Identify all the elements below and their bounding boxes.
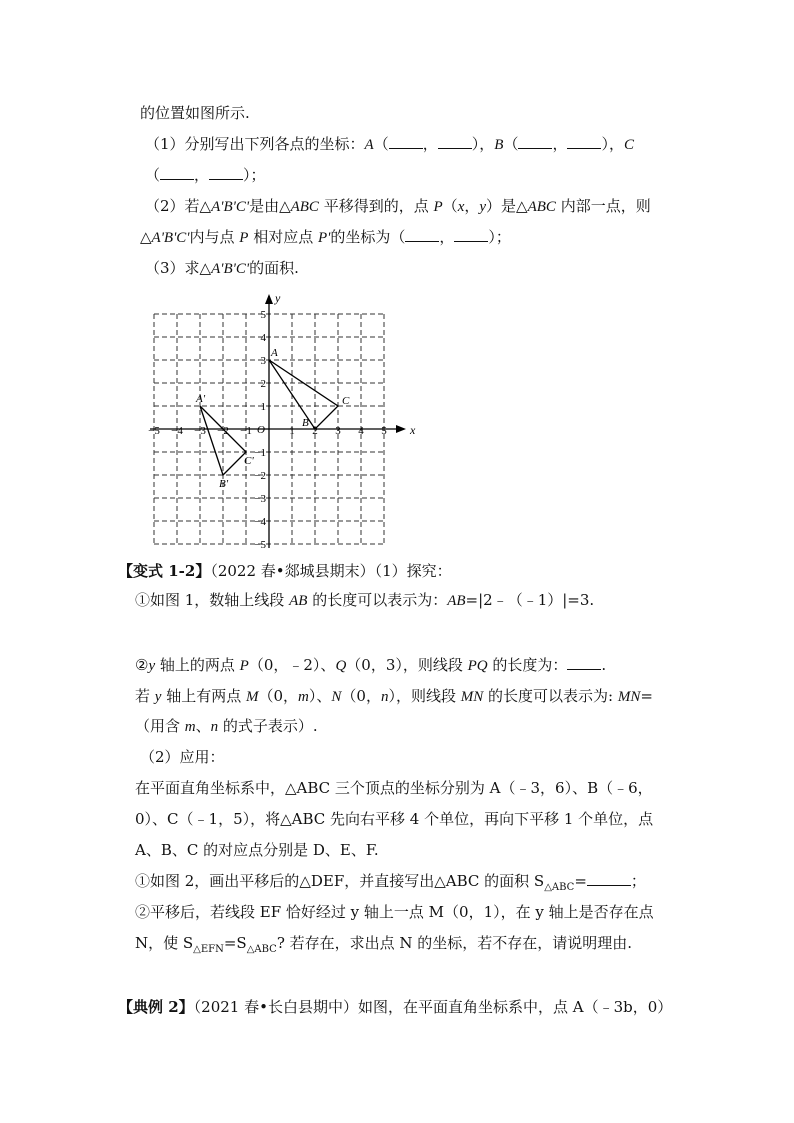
variant-para-1 [135,778,653,798]
question-2-line [145,196,651,217]
variant-para-3 [135,840,379,860]
paren-close: ）； [488,228,511,246]
text: =|2﹣（﹣1）|=3. [465,591,595,609]
segment-mn: MN [617,689,641,705]
segment-mn: MN [460,689,484,705]
text: 的坐标为（ [330,228,406,246]
x-tick-label: 4 [358,425,364,437]
y-tick-label: −3 [254,493,266,505]
text: △ [140,228,152,246]
text: 相对应点 [248,228,319,246]
point-b: B [494,137,504,153]
blank-ay[interactable] [438,134,472,149]
point-p: P [239,230,249,246]
question-2-line2 [140,227,511,248]
blank-cy[interactable] [209,165,243,180]
comma: ， [464,197,480,215]
x-tick-label: 5 [381,425,387,437]
origin-label: O [257,424,265,436]
point-p: P [433,199,443,215]
point-labels [195,347,350,490]
text: = [574,872,587,890]
paren: （ [373,135,389,153]
text: 是由△ [249,197,291,215]
text: . [601,656,607,674]
text: （2）应用： [140,748,225,766]
text: ? 若存在，求出点 N 的坐标，若不存在，请说明理由. [276,934,633,952]
comma: ， [552,135,568,153]
variant-q3 [135,933,632,960]
text: ①如图 1，数轴上线段 [135,591,290,609]
text: （0， [341,687,381,705]
variant-item-3 [135,686,653,707]
example-tag: 【典例 2】 [118,998,194,1016]
blank-py[interactable] [454,227,488,242]
blank-area[interactable] [587,871,631,886]
point-label-a: A [271,347,278,359]
question-1-line [145,134,634,155]
x-tick-label: 3 [335,425,341,437]
x-tick-label: −2 [217,425,229,437]
text: 0）、C（﹣1，5），将△ABC 先向右平移 4 个单位，再向下平移 1 个单位，点 [135,810,654,828]
question-3-line [145,258,299,279]
point-label-c: C [342,395,350,407]
tick-labels [148,309,387,551]
x-tick-label: 1 [289,425,295,437]
triangle-name: A'B'C' [151,230,190,246]
text: （0，﹣2）、 [248,656,336,674]
text: 轴上有两点 [161,687,246,705]
example-text: （2021 春•长白县期中）如图，在平面直角坐标系中，点 A（﹣3b，0） [193,998,673,1016]
intro-line [140,103,250,123]
point-c: C [623,137,634,153]
text: N，使 S [135,934,194,952]
x-tick-label: −3 [194,425,206,437]
subscript: △ABC [246,944,277,955]
text: 在平面直角坐标系中，△ABC 三个顶点的坐标分别为 A（﹣3，6）、B（﹣6， [135,779,653,797]
subscript: △EFN [193,944,224,955]
point-label-b: B [302,417,309,429]
text: ①如图 2，画出平移后的△DEF，并直接写出△ABC 的面积 S [135,872,545,890]
segment-ab: AB [447,593,466,609]
paren: （ [145,166,161,184]
text: 的面积. [249,259,299,277]
text: 轴上的两点 [155,656,240,674]
point-p-prime: P' [318,230,331,246]
variant-para-2 [135,809,653,829]
variant-item-2 [135,655,606,676]
text: ②平移后，若线段 EF 恰好经过 y 轴上一点 M（0，1），在 y 轴上是否存在点 [135,903,654,921]
text: 的长度为： [487,656,568,674]
paren-close: ）， [471,135,495,153]
text: A、B、C 的对应点分别是 D、E、F. [135,841,379,859]
paren-close: ）； [243,166,266,184]
x-tick-label: −1 [240,425,252,437]
variant-header [118,561,452,581]
triangle-name: A'B'C' [211,261,250,277]
y-axis-arrow [265,294,273,304]
point-label-a1: A' [196,393,206,405]
example-2-header [118,997,672,1017]
x-axis-arrow [396,425,406,433]
blank-px[interactable] [405,227,439,242]
triangle-a1b1c1 [200,406,246,475]
blank-ax[interactable] [389,134,423,149]
y-tick-label: −1 [254,447,266,459]
variant-q1 [135,871,646,898]
blank-by[interactable] [567,134,601,149]
point-label-c1: C' [244,455,254,467]
q1-label: （1）分别写出下列各点的坐标： [145,135,365,153]
x-axis-label: x [410,423,416,437]
text: ； [630,872,646,890]
q2-label: （2）若△ [145,197,212,215]
text: ）是△ [486,197,528,215]
triangle-name: ABC [290,199,319,215]
variant-source: （2022 春•郯城县期末）（1）探究： [210,562,452,580]
comma: ， [439,228,455,246]
text: 、 [195,717,211,735]
text: 内部一点，则 [555,197,651,215]
text: =S [223,934,247,952]
y-tick-label: 1 [260,401,266,413]
point-n: N [331,689,342,705]
var-m: m [298,689,309,705]
text: 若 [135,687,155,705]
coordinate-figure [133,283,423,551]
axes [150,291,416,548]
y-axis-label: y [275,291,281,305]
var-y: y [479,199,487,215]
paren: （ [503,135,519,153]
text: （用含 [135,717,185,735]
paren-close: ）， [601,135,624,153]
text: = [640,687,653,705]
text: 的式子表示）. [218,717,318,735]
text: ）、 [308,687,332,705]
x-tick-label: 2 [312,425,318,437]
variant-item-4 [135,716,318,737]
point-m: M [246,689,259,705]
var-x: x [457,199,465,215]
triangle-name: ABC [527,199,556,215]
y-tick-label: 4 [260,332,266,344]
point-a: A [364,137,374,153]
y-tick-label: 3 [260,355,266,367]
triangle-name: A'B'C' [211,199,250,215]
blank-pq[interactable] [567,655,601,670]
text: ② [135,656,149,674]
var-n: n [210,719,219,735]
variant-tag: 【变式 1-2】 [118,562,211,580]
segment-ab: AB [289,593,308,609]
text: 的长度可以表示为: [483,687,618,705]
y-tick-label: −2 [254,470,266,482]
paren: （ [442,197,458,215]
text: ），则线段 [388,687,461,705]
point-q: Q [335,658,347,674]
text: 内与点 [189,228,240,246]
var-m: m [184,719,196,735]
blank-cx[interactable] [160,165,194,180]
x-tick-label: −4 [171,425,183,437]
intro-text: 的位置如图所示. [140,104,250,122]
segment-pq: PQ [467,658,488,674]
y-tick-label: −4 [254,516,266,528]
q3-label: （3）求△ [145,259,212,277]
text: （0，3），则线段 [346,656,468,674]
comma: ， [422,135,438,153]
y-tick-label: −5 [254,539,266,551]
blank-bx[interactable] [518,134,552,149]
variant-q2 [135,902,654,922]
y-tick-label: 5 [260,309,266,321]
var: y [154,689,162,705]
point-label-b1: B' [219,478,229,490]
var-n: n [380,689,389,705]
variant-application [140,747,225,767]
x-tick-label: −5 [148,425,160,437]
var: y [148,658,156,674]
text: （0， [258,687,299,705]
subscript: △ABC [544,882,575,893]
variant-item-1 [135,590,594,611]
question-1-line2 [145,165,266,185]
y-tick-label: 2 [260,378,266,390]
text: 平移得到的，点 [318,197,434,215]
comma: ， [194,166,210,184]
text: 的长度可以表示为： [307,591,448,609]
point-p: P [239,658,249,674]
